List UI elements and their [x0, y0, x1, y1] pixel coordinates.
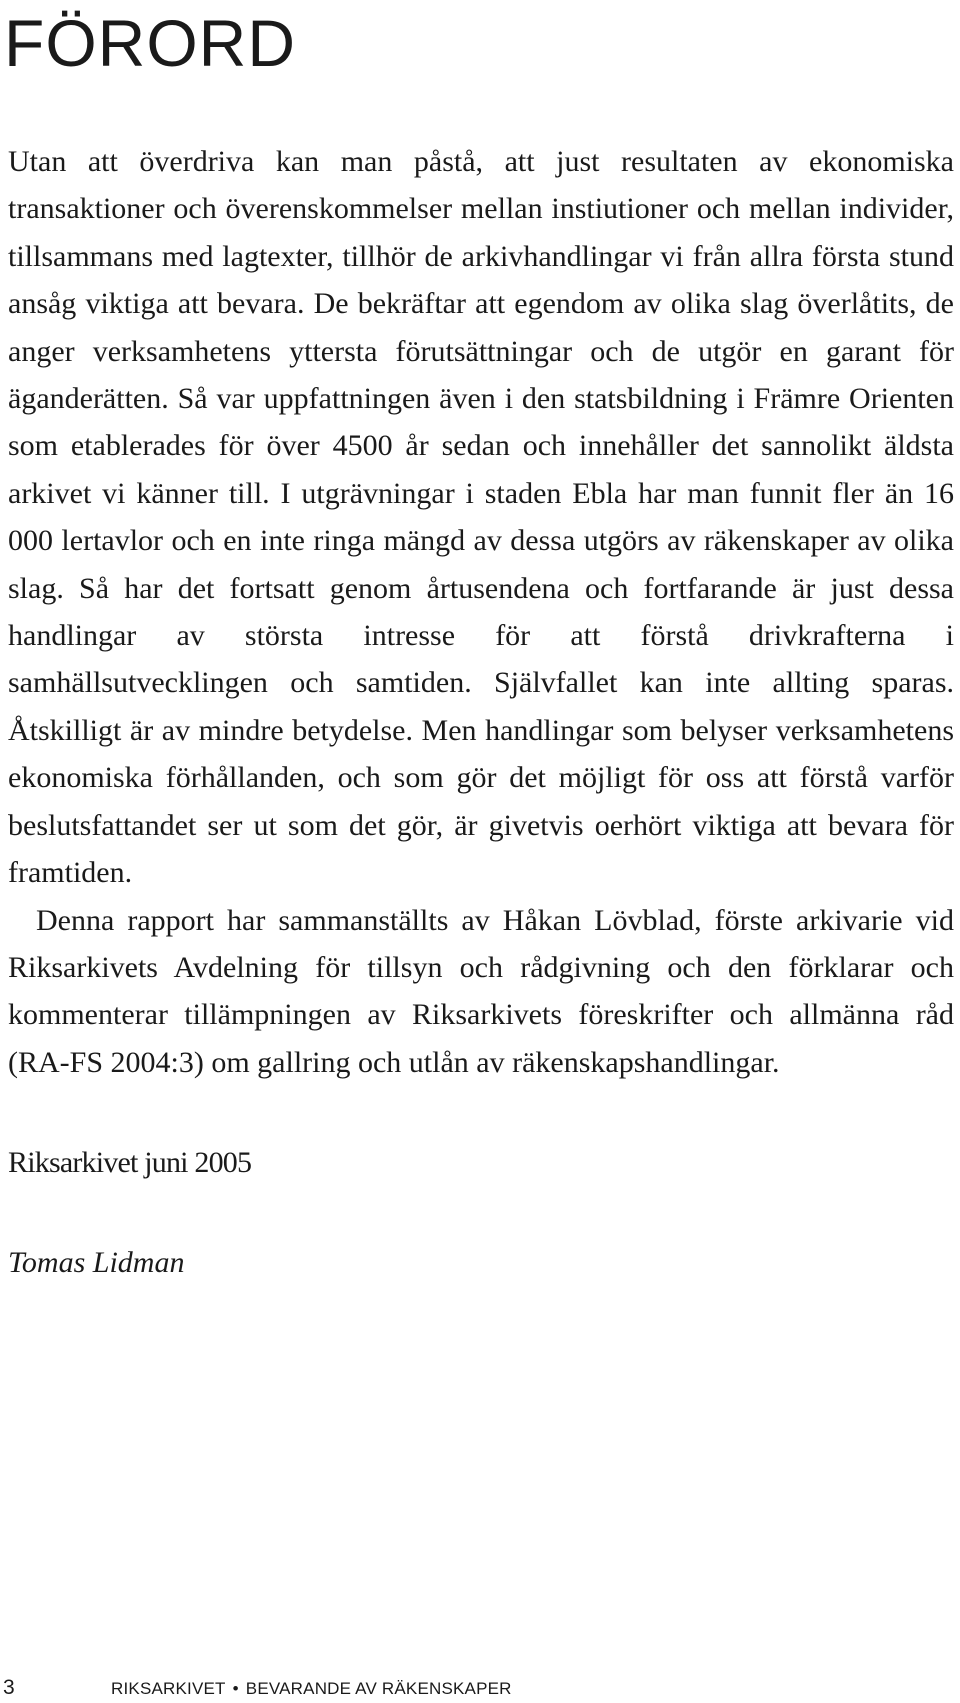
- foreword-body: [8, 138, 954, 1086]
- foreword-paragraph-1: Utan att överdriva kan man påstå, att just resultaten av ekonomiska transaktioner och överenskommelser mellan instiutioner och mellan individer, tillsammans med lagtexter, tillhör de arkivhandlingar vi från allra första stund ansåg viktiga att bevara. De bekräftar att egendom av olika slag överlåtits, de anger verksamhetens yttersta förutsättningar och de utgör en garant för äganderätten. Så var uppfattningen även i den statsbildning i Främre Orienten som etablerades för över 4500 år sedan och innehåller det sannolikt äldsta arkivet vi känner till. I utgrävningar i staden Ebla har man funnit fler än 16 000 lertavlor och en inte ringa mängd av dessa utgörs av räkenskaper av olika slag. Så har det fortsatt genom årtusendena och fortfarande är just dessa handlingar av största intresse för att förstå drivkrafterna i samhällsutvecklingen och samtiden. Självfallet kan inte allting sparas. Åtskilligt är av mindre betydelse. Men handlingar som belyser verksamhetens ekonomiska förhållanden, och som gör det möjligt för oss att förstå varför beslutsfattandet ser ut som det gör, är givetvis oerhört viktiga att bevara för framtiden.: [8, 145, 954, 890]
- running-footer: [111, 1678, 512, 1700]
- foreword-paragraph-2: Denna rapport har sammanställts av Håkan Lövblad, förste arkivarie vid Riksarkivets Avdelning för tillsyn och rådgivning och den förklarar och kommenterar tillämpningen av Riksarkivets föreskrifter och allmänna råd (RA-FS 2004:3) om gallring och utlån av räkenskapshandlingar.: [8, 903, 954, 1079]
- footer-publication-title: BEVARANDE AV RÄKENSKAPER: [245, 1679, 512, 1698]
- page-number: 3: [3, 1676, 15, 1699]
- place-date: Riksarkivet juni 2005: [8, 1146, 252, 1179]
- bullet-separator-icon: •: [232, 1679, 239, 1698]
- page-footer: [0, 1676, 960, 1700]
- signature: Tomas Lidman: [8, 1246, 185, 1279]
- footer-publisher: RIKSARKIVET: [111, 1679, 226, 1698]
- page-title: FÖRORD: [4, 6, 296, 80]
